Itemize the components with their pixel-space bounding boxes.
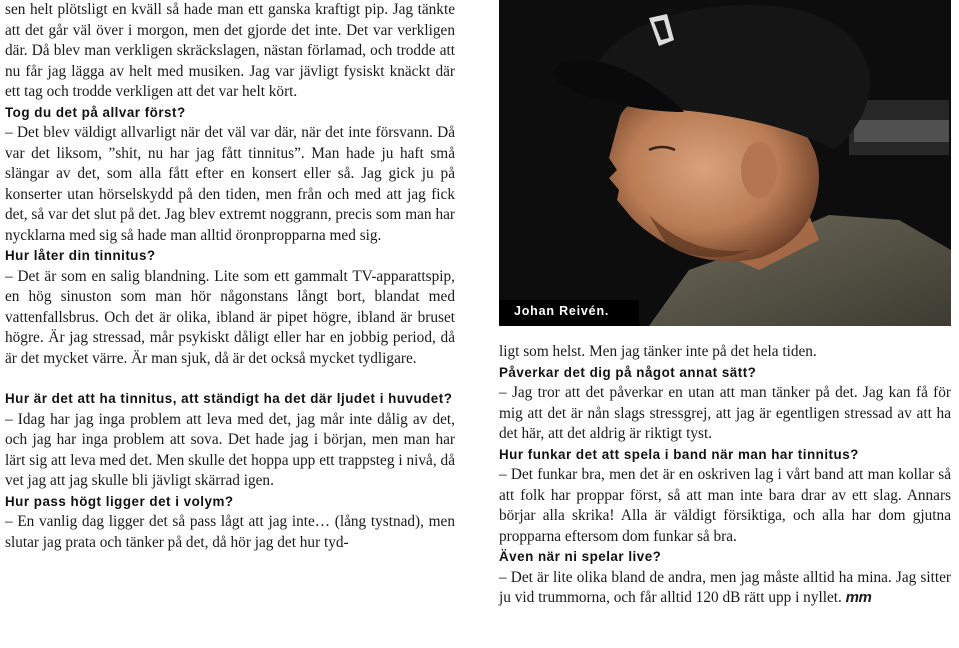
left-text-column (5, 0, 455, 553)
paragraph: – Det blev väldigt allvarligt när det väl var där, när det inte försvann. Då var det liksom, ”shit, nu har jag fått tinnitus”. Man hade ju haft små slängar av det, som alla fått efter en konsert eller så. Jag gick ju på konserter utan hörselskydd på den tiden, men från och med att jag fick det, så var det slut på det. Jag blev extremt noggrann, precis som man har nycklarna med sig så hade man alltid öronpropparna med sig. (5, 124, 455, 244)
paragraph: – Det funkar bra, men det är en oskriven lag i vårt band att man kollar så att folk har proppar först, så att man inte bara drar av ett slag. Annars börjar alla skrika! Alla är väldigt försiktiga, och alla har dom gjutna propparna eftersom dom funkar så bra. (499, 466, 951, 545)
photo-caption: Johan Reivén. (514, 304, 610, 318)
portrait-illustration (499, 0, 951, 326)
paragraph: sen helt plötsligt en kväll så hade man ett ganska kraftigt pip. Jag tänkte att det går väl över i morgon, men det gjorde det inte. Det var verkligen där. Då blev man verkligen skräckslagen, nästan förlamad, och trodde att nu får jag lägga av helt med musiken. Jag var jävligt fysiskt knäckt där ett tag och trodde verkligen att det var helt kört. (5, 1, 455, 100)
paragraph-with-end-mark (499, 568, 951, 609)
paragraph: – En vanlig dag ligger det så pass lågt att jag inte… (lång tystnad), men slutar jag prata och tänker på det, då hör jag det hur tyd- (5, 513, 455, 551)
interview-question: Hur låter din tinnitus? (5, 248, 156, 263)
interview-question: Påverkar det dig på något annat sätt? (499, 364, 757, 380)
right-text-column (499, 342, 951, 609)
interview-question: Även när ni spelar live? (499, 549, 662, 564)
end-mark-logo: mm (845, 589, 872, 606)
interview-question: Tog du det på allvar först? (5, 104, 186, 120)
portrait-photo (499, 0, 951, 326)
paragraph: – Idag har jag inga problem att leva med det, jag mår inte dålig av det, och jag har inga problem att sova. Det hade jag i början, men man har lärt sig att leva med det. Men skulle det hoppa upp ett trappsteg i nivå, då vet jag att jag skulle bli jävligt skärrad igen. (5, 410, 455, 489)
paragraph: – Det är lite olika bland de andra, men jag måste alltid ha mina. Jag sitter ju vid trummorna, och får alltid 120 dB rätt upp i nyllet. (499, 568, 951, 606)
interview-question: Hur pass högt ligger det i volym? (5, 493, 234, 509)
interview-question: Hur funkar det att spela i band när man har tinnitus? (499, 446, 859, 462)
photo-caption-box (499, 300, 639, 326)
paragraph: – Jag tror att det påverkar en utan att man tänker på det. Jag kan få för mig att det är nån slags stressgrej, att jag är egentligen stressad av att ha det här, att det aldrig är riktigt tyst. (499, 384, 951, 442)
paragraph-gap (5, 369, 455, 389)
paragraph: ligt som helst. Men jag tänker inte på det hela tiden. (499, 343, 817, 360)
interview-question: Hur är det att ha tinnitus, att ständigt ha det där ljudet i huvudet? (5, 391, 453, 406)
paragraph: – Det är som en salig blandning. Lite som ett gammalt TV-apparattspip, en hög sinuston som man hör någonstans långt bort, blandat med vattenfallsbrus. Och det är olika, ibland är pipet högre, ibland är bruset högre. Är jag stressad, mår psykiskt dåligt eller har en jobbig period, då är det mycket värre. Är man sjuk, då är det också mycket tydligare. (5, 267, 455, 367)
